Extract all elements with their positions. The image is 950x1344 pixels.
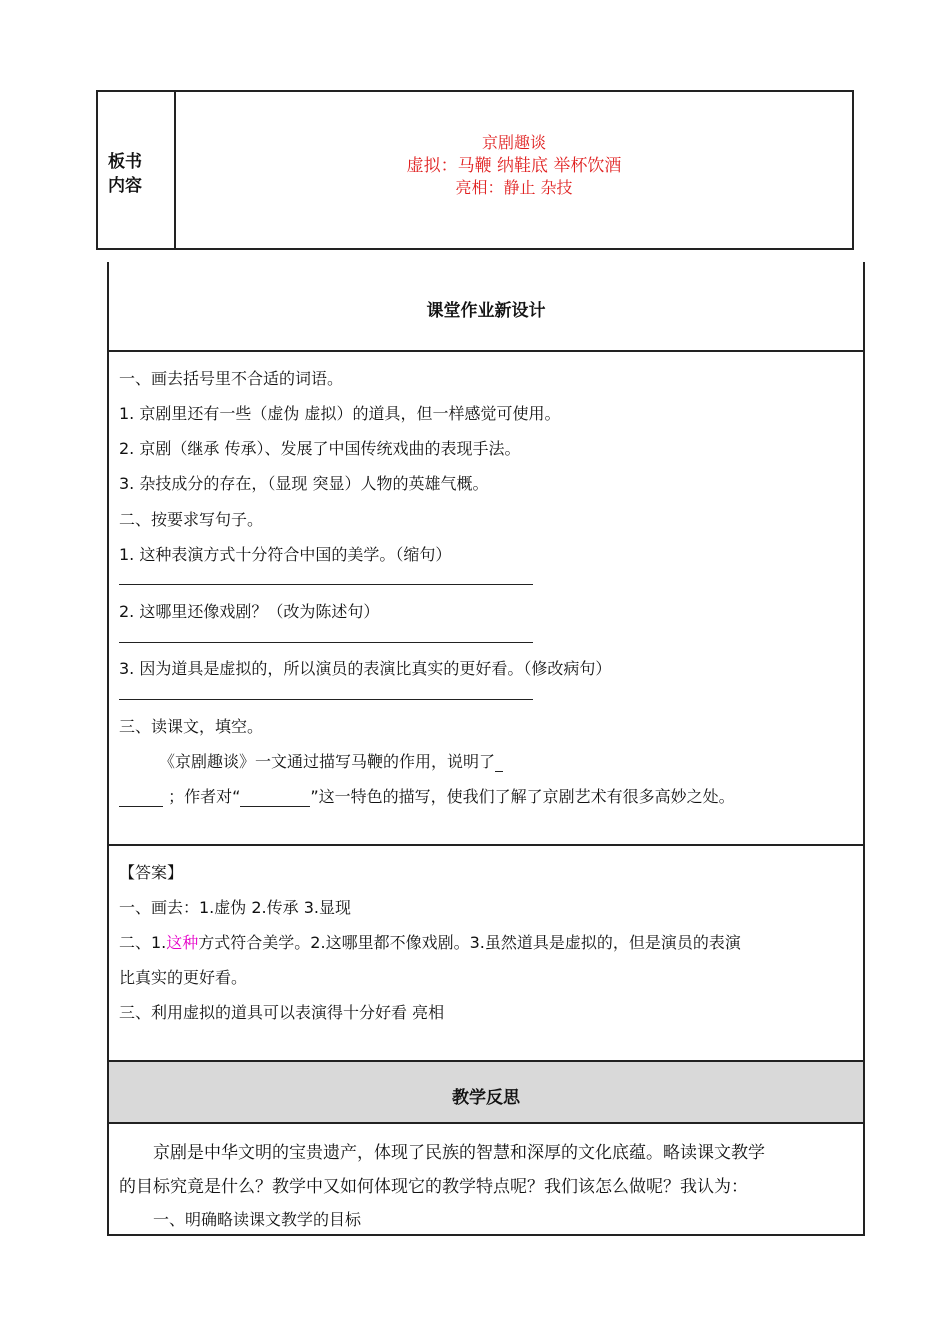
q1-item-2: 2. 京剧（继承 传承）、发展了中国传统戏曲的表现手法。	[119, 439, 521, 458]
answer-2-continued: 比真实的更好看。	[119, 968, 248, 987]
q2-heading: 二、按要求写句子。	[119, 510, 264, 529]
answer-2-highlight: 这种	[166, 933, 199, 952]
reflection-para-2: 的目标究竟是什么？教学中又如何体现它的教学特点呢？我们该怎么做呢？我认为：	[119, 1177, 748, 1197]
reflection-para-3: 一、明确略读课文教学的目标	[153, 1210, 362, 1229]
q3-line-2-b: ”这一特色的描写，使我们了解了京剧艺术有很多高妙之处。	[310, 787, 735, 806]
answer-2-rest: 方式符合美学。2.这哪里都不像戏剧。3.虽然道具是虚拟的，但是演员的表演	[198, 933, 741, 952]
q3-line-1	[159, 749, 503, 772]
q2-item-2: 2. 这哪里还像戏剧？（改为陈述句）	[119, 602, 380, 621]
q1-item-1: 1. 京剧里还有一些（虚伪 虚拟）的道具，但一样感觉可使用。	[119, 404, 561, 423]
answer-line-1[interactable]	[119, 584, 533, 585]
answer-line-3[interactable]	[119, 699, 533, 700]
fill-blank-1[interactable]	[495, 753, 503, 772]
fill-blank-2[interactable]	[119, 788, 163, 807]
board-content	[176, 92, 852, 248]
q3-line-1-text: 《京剧趣谈》一文通过描写马鞭的作用，说明了	[159, 752, 496, 771]
answer-3: 三、利用虚拟的道具可以表演得十分好看 亮相	[119, 1003, 445, 1022]
q1-item-3: 3. 杂技成分的存在，（显现 突显）人物的英雄气概。	[119, 474, 489, 493]
board-label-cell	[98, 92, 176, 248]
divider	[109, 1122, 863, 1124]
answers-heading: 【答案】	[119, 863, 184, 882]
reflection-para-1: 京剧是中华文明的宝贵遗产，体现了民族的智慧和深厚的文化底蕴。略读课文教学	[153, 1143, 765, 1163]
main-table	[107, 262, 865, 1236]
divider	[109, 350, 863, 352]
q3-heading: 三、读课文，填空。	[119, 717, 264, 736]
answer-2-prefix: 二、1.	[119, 933, 167, 952]
board-label: 板书内容	[108, 152, 142, 196]
q2-item-1: 1. 这种表演方式十分符合中国的美学。（缩句）	[119, 545, 452, 564]
homework-title: 课堂作业新设计	[426, 301, 546, 321]
answer-line-2[interactable]	[119, 642, 533, 643]
board-title: 京剧趣谈	[481, 133, 546, 152]
q3-line-2	[119, 784, 735, 807]
board-line-pose: 亮相：静止 杂技	[455, 178, 573, 197]
fill-blank-3[interactable]	[240, 788, 310, 807]
answer-1: 一、画去：1.虚伪 2.传承 3.显现	[119, 898, 351, 917]
board-line-virtual: 虚拟：马鞭 纳鞋底 举杯饮酒	[406, 156, 622, 176]
divider	[109, 844, 863, 846]
q3-line-2-a: ；作者对“	[168, 787, 241, 806]
answer-2	[119, 930, 741, 953]
board-table	[96, 90, 854, 250]
q1-heading: 一、画去括号里不合适的词语。	[119, 369, 344, 388]
q2-item-3: 3. 因为道具是虚拟的，所以演员的表演比真实的更好看。（修改病句）	[119, 659, 612, 678]
reflection-title: 教学反思	[452, 1088, 520, 1108]
